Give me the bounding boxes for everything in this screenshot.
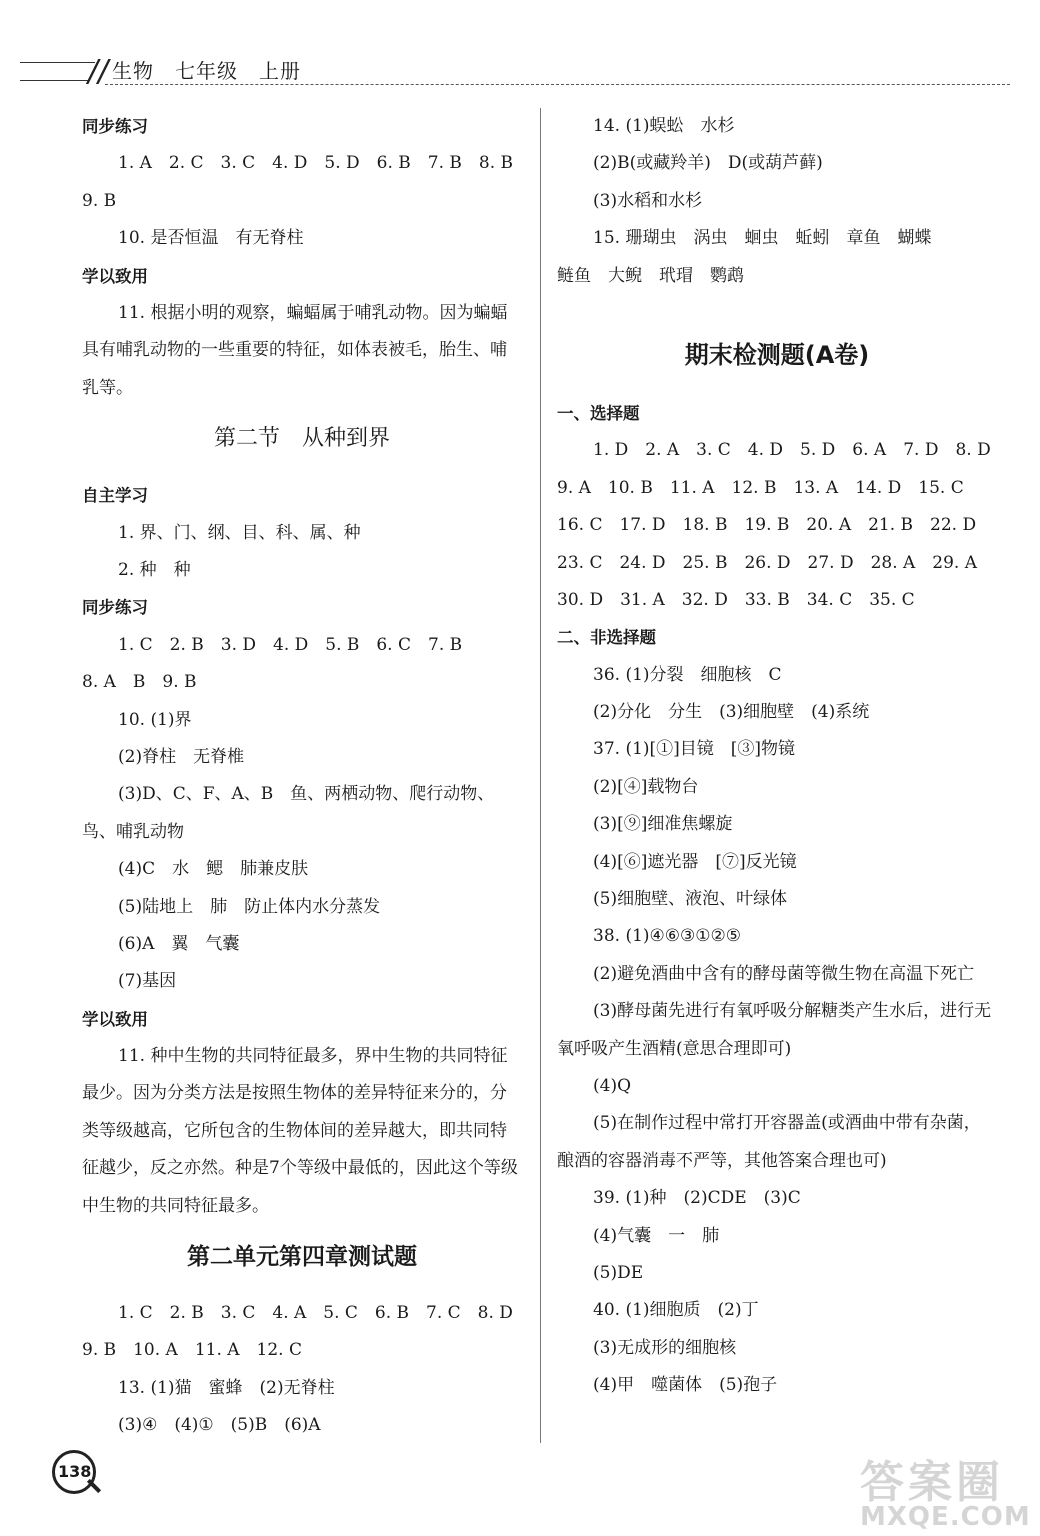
answer-line: (2)分化 分生 (3)细胞壁 (4)系统: [593, 702, 870, 723]
answer-line: 40. (1)细胞质 (2)丁: [593, 1300, 759, 1321]
answer-paragraph: (2)避免酒曲中含有的酵母菌等微生物在高温下死亡: [593, 963, 975, 984]
answer-line: (3)④ (4)① (5)B (6)A: [118, 1415, 321, 1436]
answer-line: (3)无成形的细胞核: [593, 1337, 737, 1358]
answer-line: (3)[⑨]细准焦螺旋: [593, 814, 733, 835]
answer-line: 2. 种 种: [118, 559, 191, 580]
answer-line: 38. (1)④⑥③①②⑤: [593, 926, 741, 947]
heading-self-study: 自主学习: [82, 486, 148, 506]
heading-multiple-choice: 一、选择题: [557, 403, 640, 423]
answer-paragraph: (3)酵母菌先进行有氧呼吸分解糖类产生水后，进行无氧呼吸产生酒精(意思合理即可): [557, 1001, 992, 1059]
answer-line: 1. C 2. B 3. D 4. D 5. B 6. C 7. B: [118, 634, 463, 655]
answer-line: 39. (1)种 (2)CDE (3)C: [593, 1188, 801, 1209]
header-rule-bottom: [20, 80, 90, 81]
section-title: 第二节 从种到界: [213, 426, 390, 452]
heading-sync-practice: 同步练习: [82, 598, 148, 618]
answer-line: (7)基因: [118, 971, 177, 992]
answer-paragraph: (3)D、C、F、A、B 鱼、两栖动物、爬行动物、鸟、哺乳动物: [82, 784, 495, 842]
answer-line: (4)[⑥]遮光器 [⑦]反光镜: [593, 851, 797, 872]
answer-line: 9. B 10. A 11. A 12. C: [82, 1340, 302, 1361]
answer-line: 1. D 2. A 3. C 4. D 5. D 6. A 7. D 8. D: [593, 440, 991, 461]
column-divider: [540, 108, 541, 1443]
answer-line: (2)[④]载物台: [593, 776, 699, 797]
answer-paragraph: (5)在制作过程中常打开容器盖(或酒曲中带有杂菌，酿酒的容器消毒不严等，其他答案合理也可): [557, 1113, 981, 1171]
heading-sync-practice: 同步练习: [82, 117, 148, 136]
header-slash-mark: //: [88, 54, 109, 89]
exam-title: 期末检测题(A卷): [684, 340, 870, 369]
heading-non-multiple-choice: 二、非选择题: [557, 628, 656, 648]
answer-line: 37. (1)[①]目镜 [③]物镜: [593, 739, 796, 760]
answer-line: 36. (1)分裂 细胞核 C: [593, 664, 782, 685]
left-column: [82, 108, 522, 1445]
answer-line: 1. C 2. B 3. C 4. A 5. C 6. B 7. C 8. D: [118, 1303, 513, 1324]
answer-line: 1. A 2. C 3. C 4. D 5. D 6. B 7. B 8. B: [118, 153, 514, 174]
heading-apply: 学以致用: [82, 266, 148, 286]
answer-line: 8. A B 9. B: [82, 672, 197, 693]
watermark-text: 答案圈: [860, 1457, 1004, 1508]
page-number: 138: [58, 1462, 92, 1481]
answer-line: 9. B: [82, 190, 117, 211]
answer-line: (6)A 翼 气囊: [118, 933, 240, 954]
answer-line: (4)气囊 一 肺: [593, 1225, 720, 1246]
test-title: 第二单元第四章测试题: [187, 1244, 417, 1271]
answer-line: 10. 是否恒温 有无脊柱: [118, 228, 304, 249]
answer-paragraph: 11. 根据小明的观察，蝙蝠属于哺乳动物。因为蝙蝠具有哺乳动物的一些重要的特征，如体表被毛，胎生、哺乳等。: [82, 302, 508, 398]
answer-line: (4)Q: [593, 1076, 632, 1097]
answer-line: (2)脊柱 无脊椎: [118, 746, 245, 767]
answer-line: (2)B(或藏羚羊) D(或葫芦藓): [593, 153, 823, 174]
answer-line: 鲢鱼 大鲵 玳瑁 鹦鹉: [557, 265, 744, 286]
header-rule-top: [20, 62, 95, 63]
answer-line: 15. 珊瑚虫 涡虫 蛔虫 蚯蚓 章鱼 蝴蝶: [593, 228, 932, 249]
right-column: [557, 108, 997, 1405]
watermark-url: MXQE.COM: [860, 1502, 1031, 1532]
answer-line: (3)水稻和水杉: [593, 190, 703, 211]
answer-paragraph: 11. 种中生物的共同特征最多，界中生物的共同特征最少。因为分类方法是按照生物体的差异特征来分的，分类等级越高，它所包含的生物体间的差异越大，即共同特征越少，反之亦然。种是7个等级中最低的，因此这个等级中生物的共同特征最多。: [82, 1046, 518, 1216]
header-title: 生物 七年级 上册: [112, 59, 301, 83]
answer-line: 10. (1)界: [118, 709, 192, 730]
answer-line: (5)陆地上 肺 防止体内水分蒸发: [118, 896, 381, 917]
answer-line: 30. D 31. A 32. D 33. B 34. C 35. C: [557, 589, 915, 610]
heading-apply: 学以致用: [82, 1009, 148, 1029]
answer-line: 1. 界、门、纲、目、科、属、种: [118, 522, 361, 543]
answer-line: (4)C 水 鳃 肺兼皮肤: [118, 859, 309, 880]
watermark: [860, 1446, 1030, 1531]
answer-line: 16. C 17. D 18. B 19. B 20. A 21. B 22. D: [557, 515, 977, 536]
answer-line: (5)DE: [593, 1263, 644, 1284]
answer-line: (5)细胞壁、液泡、叶绿体: [593, 889, 788, 910]
answer-line: 14. (1)蜈蚣 水杉: [593, 116, 735, 136]
answer-line: 13. (1)猫 蜜蜂 (2)无脊柱: [118, 1377, 335, 1398]
page-header: [0, 0, 1040, 100]
answer-line: 9. A 10. B 11. A 12. B 13. A 14. D 15. C: [557, 477, 964, 498]
answer-line: (4)甲 噬菌体 (5)孢子: [593, 1375, 778, 1396]
header-dashed-rule: [105, 84, 1010, 85]
answer-line: 23. C 24. D 25. B 26. D 27. D 28. A 29. A: [557, 552, 978, 573]
page-number-badge: [52, 1450, 102, 1500]
